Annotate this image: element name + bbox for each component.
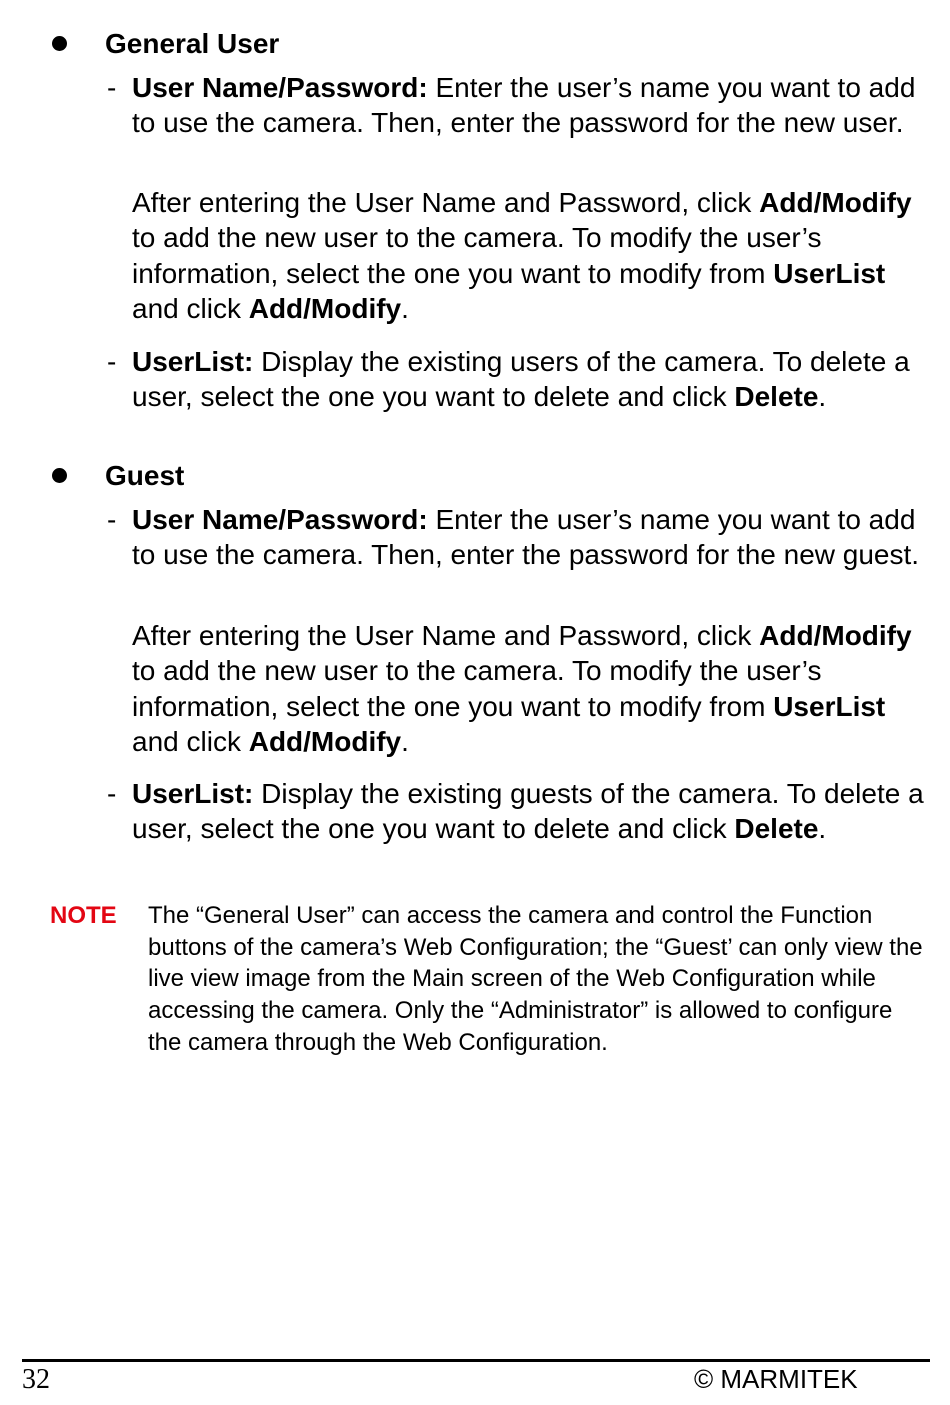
general-user-credentials-paragraph: User Name/Password: Enter the user’s name you want to add to use the camera. Then, enter the password for the new user. xyxy=(132,72,916,139)
bullet-dot-icon xyxy=(52,36,67,51)
list-dash: - xyxy=(107,72,117,103)
list-dash: - xyxy=(107,346,117,377)
guest-add-modify-paragraph: After entering the User Name and Password, click Add/Modify to add the new user to the camera. To modify the user’s information, select the one you want to modify from UserList and click Add/Modify. xyxy=(132,620,912,757)
guest-credentials-paragraph: User Name/Password: Enter the user’s name you want to add to use the camera. Then, enter the password for the new guest. xyxy=(132,504,920,571)
credentials-label: User Name/Password: xyxy=(132,72,428,103)
section-title-guest: Guest xyxy=(105,460,185,491)
general-user-add-modify-paragraph: After entering the User Name and Password, click Add/Modify to add the new user to the camera. To modify the user’s information, select the one you want to modify from UserList and click Add/Modify. xyxy=(132,187,912,324)
bullet-dot-icon xyxy=(52,468,67,483)
section-title-general-user: General User xyxy=(105,28,280,59)
note-label: NOTE xyxy=(50,902,117,929)
list-dash: - xyxy=(107,504,117,535)
general-user-userlist-paragraph: UserList: Display the existing users of the camera. To delete a user, select the one you want to delete and click Delete. xyxy=(132,346,910,413)
list-dash: - xyxy=(107,778,117,809)
note-text: The “General User” can access the camera and control the Function buttons of the camera’s Web Configuration; the “Guest’ can only view the live view image from the Main screen of the Web Configuration while accessing the camera. Only the “Administrator” is allowed to configure the camera through the Web Configuration. xyxy=(148,902,923,1056)
page-number: 32 xyxy=(22,1364,50,1395)
footer-copyright: © MARMITEK xyxy=(694,1364,858,1394)
guest-userlist-paragraph: UserList: Display the existing guests of the camera. To delete a user, select the one you want to delete and click Delete. xyxy=(132,778,924,845)
